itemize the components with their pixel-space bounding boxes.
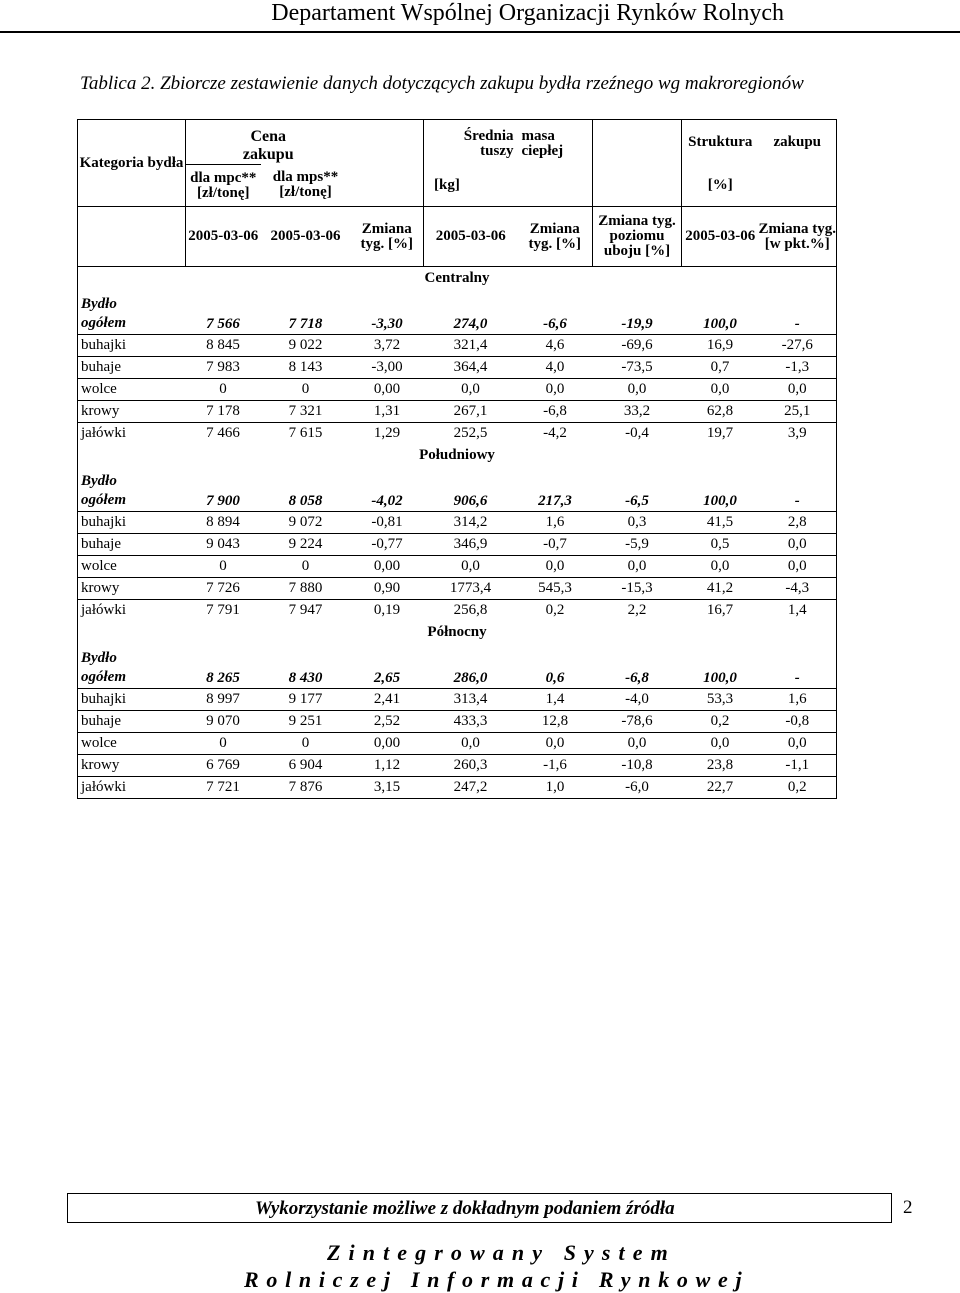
- cell-value: -69,6: [593, 335, 682, 357]
- row-category: krowy: [78, 578, 186, 600]
- cell-value: 0,90: [351, 578, 424, 600]
- row-category: [78, 466, 186, 512]
- cell-value: 8 143: [261, 357, 351, 379]
- cell-value: 33,2: [593, 401, 682, 423]
- category-line2: ogółem: [81, 492, 126, 508]
- header-zmiana-uboju-line2: poziomu: [609, 228, 665, 244]
- cell-value: 0,0: [759, 733, 837, 755]
- cell-value: 0,0: [424, 733, 518, 755]
- cell-value: 0,0: [424, 379, 518, 401]
- cell-value: -0,81: [351, 512, 424, 534]
- cell-value: 0,0: [682, 733, 759, 755]
- cell-value: -27,6: [759, 335, 837, 357]
- cell-value: 1,4: [518, 689, 593, 711]
- table-row: [78, 357, 837, 379]
- cell-value: 256,8: [424, 600, 518, 622]
- region-name: Południowy: [78, 444, 837, 466]
- header-masa-cieplej: [518, 120, 593, 165]
- cell-value: 8 265: [206, 670, 240, 686]
- cell-value: 7 466: [186, 423, 261, 445]
- header-zmiana-cena-line2: tyg. [%]: [360, 235, 414, 252]
- cell-value: 2,41: [351, 689, 424, 711]
- table-caption: Tablica 2. Zbiorcze zestawienie danych dotyczących zakupu bydła rzeźnego wg makroregionów: [80, 73, 804, 94]
- cell-value: -78,6: [593, 711, 682, 733]
- cell-value: 7 947: [261, 600, 351, 622]
- cell-value: 0,0: [759, 534, 837, 556]
- table-row: [78, 379, 837, 401]
- table-row: [78, 556, 837, 578]
- cell-value: 9 251: [261, 711, 351, 733]
- system-name-line1: Zintegrowany System: [327, 1240, 676, 1265]
- cell-value: 1,31: [351, 401, 424, 423]
- cell-value: -1,1: [759, 755, 837, 777]
- cell-value: 100,0: [703, 493, 737, 509]
- header-srednia-label: Średnia: [463, 128, 514, 144]
- cell-value: 100,0: [703, 670, 737, 686]
- cell-value: -6,8: [625, 670, 649, 686]
- cell-value: 1,12: [351, 755, 424, 777]
- cell-value: 16,7: [682, 600, 759, 622]
- cell-value: 3,72: [351, 335, 424, 357]
- table-row: [78, 711, 837, 733]
- cell-value: -0,77: [351, 534, 424, 556]
- table-row: [78, 600, 837, 622]
- row-category: [78, 643, 186, 689]
- header-zmiana-masa-line1: Zmiana: [529, 220, 580, 237]
- cell-value: 0: [186, 556, 261, 578]
- cell-value: -1,6: [518, 755, 593, 777]
- system-name-line2: Rolniczej Informacji Rynkowej: [244, 1267, 750, 1292]
- cell-value: 25,1: [759, 401, 837, 423]
- row-category: buhaje: [78, 357, 186, 379]
- cell-value: 100,0: [703, 316, 737, 332]
- cell-value: 1,6: [518, 512, 593, 534]
- table-row-total: [78, 289, 837, 335]
- cell-value: 433,3: [424, 711, 518, 733]
- cell-value: 41,5: [682, 512, 759, 534]
- page-header-title: Departament Wspólnej Organizacji Rynków Rolnych: [271, 0, 784, 26]
- header-cena: [186, 120, 351, 165]
- cell-value: 0,0: [593, 556, 682, 578]
- header-zmiana-uboju-line3: uboju [%]: [603, 243, 671, 259]
- cell-value: -6,8: [518, 401, 593, 423]
- cell-value: -: [759, 643, 837, 689]
- cell-value: -6,6: [543, 316, 567, 332]
- cell-value: 0,0: [682, 379, 759, 401]
- cell-value: 545,3: [518, 578, 593, 600]
- cell-value: 346,9: [424, 534, 518, 556]
- cell-value: 217,3: [538, 493, 572, 509]
- table-row: [78, 689, 837, 711]
- cell-value: 313,4: [424, 689, 518, 711]
- header-mps-unit: [zł/tonę]: [279, 184, 332, 201]
- cell-value: 0,0: [593, 733, 682, 755]
- footer-note-box: [67, 1193, 892, 1223]
- row-category: buhajki: [78, 512, 186, 534]
- row-category: buhajki: [78, 689, 186, 711]
- cell-value: 12,8: [518, 711, 593, 733]
- cell-value: 247,2: [424, 777, 518, 799]
- cell-value: -19,9: [621, 316, 653, 332]
- cell-value: 0: [261, 556, 351, 578]
- header-mps-label: dla mps**: [272, 169, 339, 186]
- cell-value: 7 983: [186, 357, 261, 379]
- header-zmiana-masa: [518, 207, 593, 267]
- header-zmiana-cena: [351, 207, 424, 267]
- header-cena-label: Cena: [250, 128, 287, 145]
- cell-value: 6 769: [186, 755, 261, 777]
- table-row: [78, 401, 837, 423]
- cell-value: 0,2: [518, 600, 593, 622]
- cell-value: 16,9: [682, 335, 759, 357]
- cell-value: 0,7: [682, 357, 759, 379]
- header-srednia-tuszy: [424, 120, 518, 165]
- cell-value: 364,4: [424, 357, 518, 379]
- header-masa-label: masa: [521, 128, 555, 144]
- cell-value: 906,6: [453, 493, 488, 509]
- category-line1: Bydło: [81, 650, 117, 666]
- header-date-mpc: 2005-03-06: [186, 207, 261, 267]
- region-name: Północny: [78, 621, 837, 643]
- header-mps: [261, 165, 351, 207]
- cell-value: 0,00: [351, 379, 424, 401]
- table-row: [78, 578, 837, 600]
- cell-value: 7 566: [206, 316, 240, 332]
- cell-value: 260,3: [424, 755, 518, 777]
- row-category: wolce: [78, 379, 186, 401]
- cell-value: 0,0: [518, 379, 593, 401]
- header-rule: [0, 31, 960, 33]
- cell-value: 267,1: [424, 401, 518, 423]
- cell-value: 321,4: [424, 335, 518, 357]
- cell-value: -1,3: [759, 357, 837, 379]
- category-line2: ogółem: [81, 315, 126, 331]
- cell-value: 8 845: [186, 335, 261, 357]
- cell-value: 0,3: [593, 512, 682, 534]
- table-row: [78, 534, 837, 556]
- cell-value: 2,52: [351, 711, 424, 733]
- category-line1: Bydło: [81, 473, 117, 489]
- cell-value: 9 177: [261, 689, 351, 711]
- cell-value: 0,2: [759, 777, 837, 799]
- header-zmiana-struktura-line2: [w pkt.%]: [764, 235, 830, 252]
- cell-value: -4,3: [759, 578, 837, 600]
- cell-value: -0,4: [593, 423, 682, 445]
- header-date-masa: 2005-03-06: [424, 207, 518, 267]
- cell-value: 0,0: [759, 556, 837, 578]
- cell-value: 0: [261, 733, 351, 755]
- header-zmiana-uboju: [593, 207, 682, 267]
- cell-value: -15,3: [593, 578, 682, 600]
- table-row: [78, 777, 837, 799]
- cell-value: 6 904: [261, 755, 351, 777]
- cell-value: 62,8: [682, 401, 759, 423]
- table-row: [78, 512, 837, 534]
- cell-value: 3,9: [759, 423, 837, 445]
- cell-value: -0,8: [759, 711, 837, 733]
- footer-note: Wykorzystanie możliwe z dokładnym podaniem źródła: [255, 1198, 675, 1219]
- cell-value: 0,0: [759, 379, 837, 401]
- cell-value: 7 721: [186, 777, 261, 799]
- table-row: [78, 755, 837, 777]
- cell-value: 274,0: [453, 316, 488, 332]
- header-mpc-label: dla mpc**: [190, 169, 257, 186]
- cell-value: 9 070: [186, 711, 261, 733]
- row-category: [78, 289, 186, 335]
- cell-value: -4,2: [518, 423, 593, 445]
- cell-value: 1,6: [759, 689, 837, 711]
- cell-value: 286,0: [453, 670, 488, 686]
- cell-value: 8 997: [186, 689, 261, 711]
- cell-value: 0,5: [682, 534, 759, 556]
- cell-value: 7 615: [261, 423, 351, 445]
- cell-value: 0,00: [351, 556, 424, 578]
- header-zakupu-label: zakupu: [242, 146, 294, 163]
- cell-value: 7 880: [261, 578, 351, 600]
- header-cieplej-label: ciepłej: [521, 143, 564, 159]
- cell-value: 9 072: [261, 512, 351, 534]
- cell-value: -10,8: [593, 755, 682, 777]
- header-mpc: [186, 165, 261, 207]
- cell-value: 0: [186, 733, 261, 755]
- cell-value: 7 726: [186, 578, 261, 600]
- header-date-struktura: 2005-03-06: [682, 207, 759, 267]
- header-zmiana-struktura: [759, 207, 837, 267]
- header-date-mps: 2005-03-06: [261, 207, 351, 267]
- cell-value: 4,6: [518, 335, 593, 357]
- cell-value: -5,9: [593, 534, 682, 556]
- cell-value: 0,6: [545, 670, 565, 686]
- row-category: krowy: [78, 755, 186, 777]
- row-category: krowy: [78, 401, 186, 423]
- cell-value: 19,7: [682, 423, 759, 445]
- data-table: [77, 119, 837, 799]
- table-row: [78, 423, 837, 445]
- row-category: buhaje: [78, 711, 186, 733]
- cell-value: 0,0: [518, 556, 593, 578]
- cell-value: 252,5: [424, 423, 518, 445]
- cell-value: 7 791: [186, 600, 261, 622]
- cell-value: 22,7: [682, 777, 759, 799]
- cell-value: -6,0: [593, 777, 682, 799]
- cell-value: -73,5: [593, 357, 682, 379]
- page-number: 2: [903, 1197, 913, 1218]
- cell-value: 0,0: [424, 556, 518, 578]
- cell-value: 2,8: [759, 512, 837, 534]
- header-zmiana-masa-line2: tyg. [%]: [528, 235, 582, 252]
- cell-value: 0,0: [593, 379, 682, 401]
- header-tuszy-label: tuszy: [480, 143, 514, 159]
- cell-value: 4,0: [518, 357, 593, 379]
- cell-value: 9 022: [261, 335, 351, 357]
- cell-value: 0,00: [351, 733, 424, 755]
- header-kategoria: Kategoria bydła: [78, 120, 186, 207]
- cell-value: 53,3: [682, 689, 759, 711]
- cell-value: 2,65: [373, 670, 401, 686]
- table-row: [78, 335, 837, 357]
- cell-value: 1,29: [351, 423, 424, 445]
- row-category: buhajki: [78, 335, 186, 357]
- cell-value: -4,0: [593, 689, 682, 711]
- header-zmiana-cena-line1: Zmiana: [361, 220, 412, 237]
- cell-value: 7 900: [206, 493, 240, 509]
- cell-value: 7 876: [261, 777, 351, 799]
- category-line2: ogółem: [81, 669, 126, 685]
- table-row-total: [78, 643, 837, 689]
- cell-value: 2,2: [593, 600, 682, 622]
- cell-value: 0,2: [682, 711, 759, 733]
- cell-value: 9 043: [186, 534, 261, 556]
- row-category: jałówki: [78, 423, 186, 445]
- cell-value: -: [759, 466, 837, 512]
- cell-value: 0,0: [518, 733, 593, 755]
- cell-value: 1,0: [518, 777, 593, 799]
- cell-value: 1773,4: [424, 578, 518, 600]
- cell-value: 3,15: [351, 777, 424, 799]
- cell-value: -: [759, 289, 837, 335]
- cell-value: 0,19: [351, 600, 424, 622]
- cell-value: 8 894: [186, 512, 261, 534]
- cell-value: -4,02: [371, 493, 403, 509]
- row-category: wolce: [78, 556, 186, 578]
- cell-value: 0: [261, 379, 351, 401]
- cell-value: 7 178: [186, 401, 261, 423]
- row-category: buhaje: [78, 534, 186, 556]
- table-row-total: [78, 466, 837, 512]
- cell-value: -0,7: [518, 534, 593, 556]
- cell-value: 41,2: [682, 578, 759, 600]
- row-category: jałówki: [78, 600, 186, 622]
- header-zmiana-struktura-line1: Zmiana tyg.: [758, 220, 837, 237]
- header-struktura: Struktura: [682, 120, 759, 165]
- cell-value: 7 718: [288, 316, 323, 332]
- cell-value: 314,2: [424, 512, 518, 534]
- cell-value: 9 224: [261, 534, 351, 556]
- region-name: Centralny: [78, 267, 837, 290]
- category-line1: Bydło: [81, 296, 117, 312]
- cell-value: 0,0: [682, 556, 759, 578]
- header-pct: [%]: [707, 176, 733, 193]
- cell-value: -3,30: [371, 316, 403, 332]
- row-category: wolce: [78, 733, 186, 755]
- cell-value: 23,8: [682, 755, 759, 777]
- cell-value: -6,5: [625, 493, 649, 509]
- header-zmiana-uboju-line1: Zmiana tyg.: [598, 213, 676, 229]
- cell-value: 0: [186, 379, 261, 401]
- cell-value: 1,4: [759, 600, 837, 622]
- row-category: jałówki: [78, 777, 186, 799]
- cell-value: 8 058: [288, 493, 323, 509]
- table-row: [78, 733, 837, 755]
- header-zakupu2: zakupu: [759, 120, 837, 165]
- header-mpc-unit: [zł/tonę]: [197, 184, 250, 201]
- cell-value: -3,00: [351, 357, 424, 379]
- header-kg: [kg]: [424, 165, 593, 207]
- cell-value: 8 430: [288, 670, 323, 686]
- cell-value: 7 321: [261, 401, 351, 423]
